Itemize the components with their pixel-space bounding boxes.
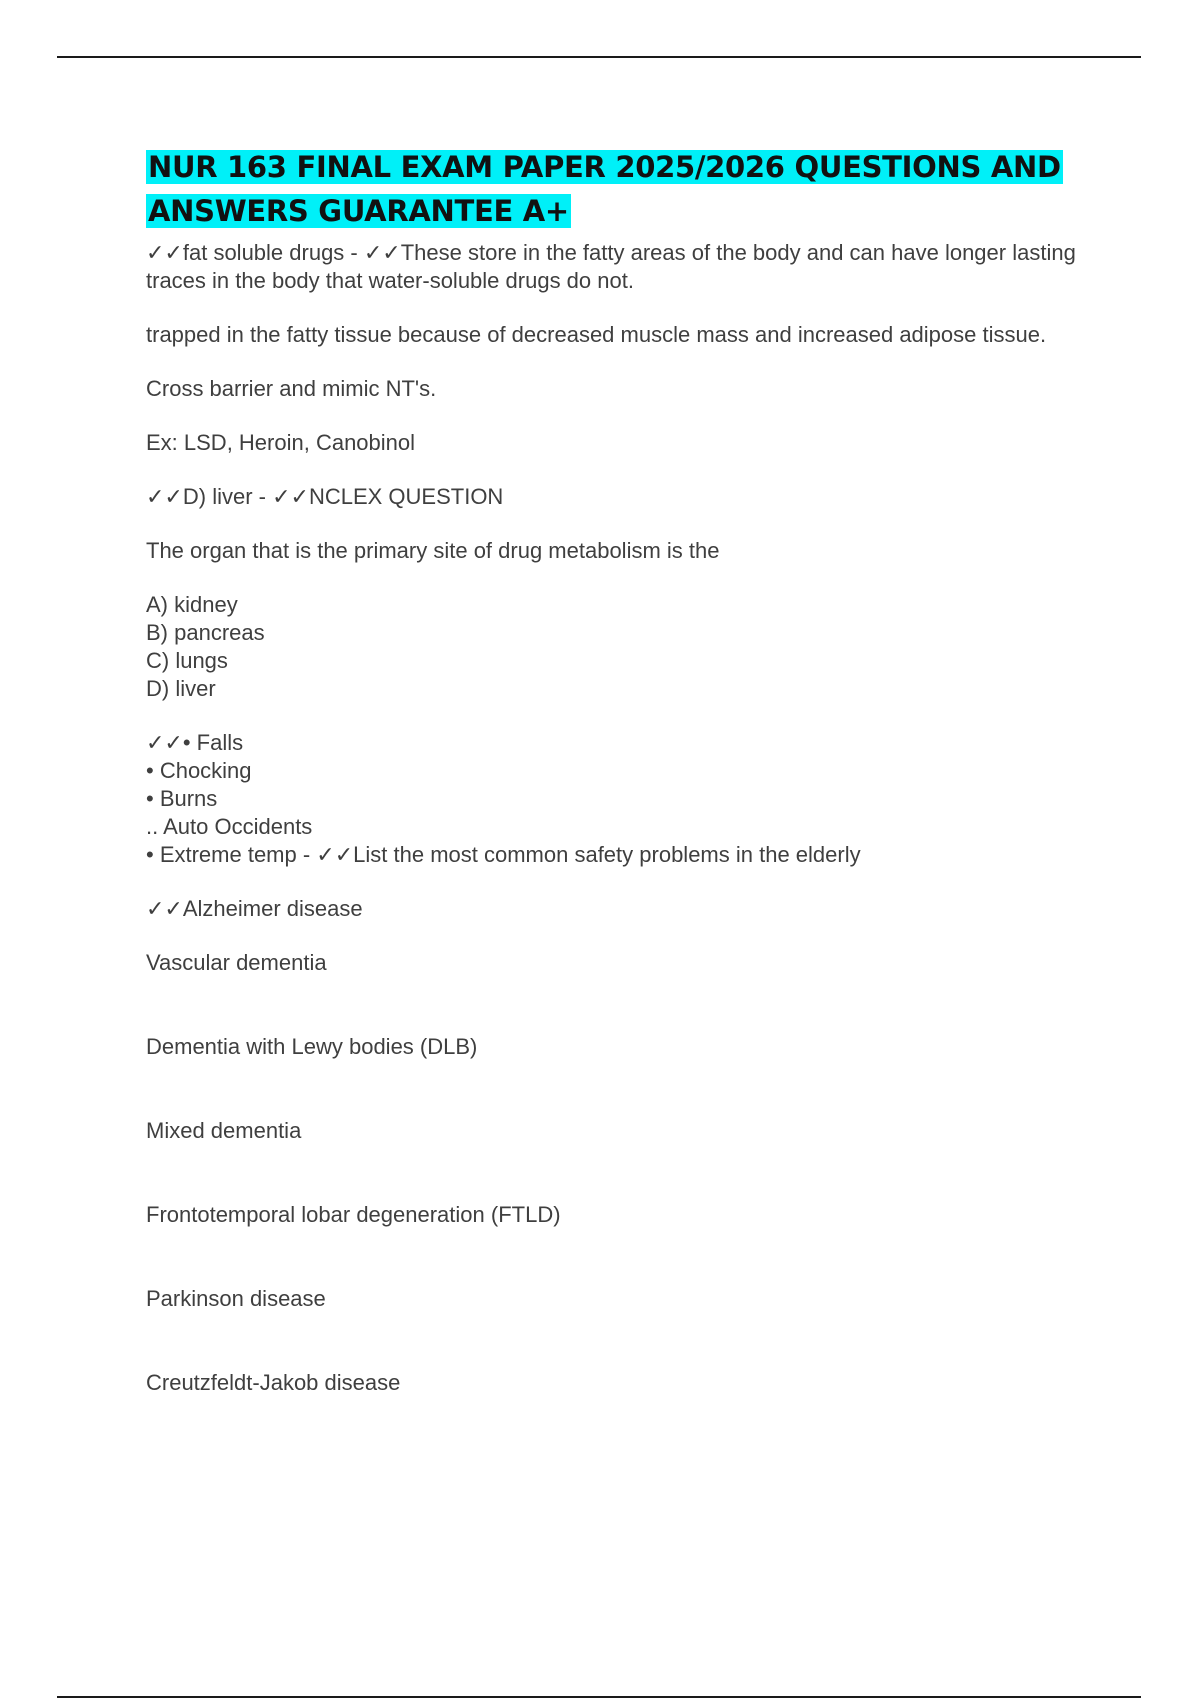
safety-item: • Burns (146, 786, 218, 811)
answer-liver-nclex: ✓✓D) liver - ✓✓NCLEX QUESTION (146, 484, 504, 509)
dementia-type: Dementia with Lewy bodies (DLB) (146, 1034, 478, 1059)
answer-fat-soluble-drugs: ✓✓fat soluble drugs - ✓✓These store in the fatty areas of the body and can have longer lasting traces in the body that water-soluble drugs do not. (146, 240, 1076, 293)
paragraph-examples: Ex: LSD, Heroin, Canobinol (146, 430, 416, 455)
option-item: B) pancreas (146, 620, 265, 645)
safety-item: .. Auto Occidents (146, 814, 313, 839)
document-title (146, 145, 1086, 233)
dementia-type: Creutzfeldt-Jakob disease (146, 1370, 401, 1395)
header-rule (57, 56, 1141, 58)
dementia-type: Mixed dementia (146, 1118, 302, 1143)
title-highlight: NUR 163 FINAL EXAM PAPER 2025/2026 QUESTIONS AND ANSWERS GUARANTEE A+ (148, 150, 1061, 228)
dementia-type: ✓✓Alzheimer disease (146, 896, 363, 921)
safety-item: • Chocking (146, 758, 252, 783)
paragraph-cross-barrier: Cross barrier and mimic NT's. (146, 376, 437, 401)
paragraph-fatty-tissue: trapped in the fatty tissue because of decreased muscle mass and increased adipose tissue. (146, 322, 1047, 347)
dementia-type: Frontotemporal lobar degeneration (FTLD) (146, 1202, 561, 1227)
document-body (146, 145, 1086, 1397)
safety-item: ✓✓• Falls (146, 730, 244, 755)
safety-item: • Extreme temp - ✓✓List the most common safety problems in the elderly (146, 842, 861, 867)
dementia-type: Vascular dementia (146, 950, 327, 975)
dementia-type: Parkinson disease (146, 1286, 326, 1311)
options-list (146, 591, 1086, 703)
footer-rule (57, 1696, 1141, 1698)
option-item: D) liver (146, 676, 216, 701)
option-item: A) kidney (146, 592, 238, 617)
question-drug-metabolism: The organ that is the primary site of drug metabolism is the (146, 538, 720, 563)
option-item: C) lungs (146, 648, 228, 673)
safety-problems-list (146, 729, 1086, 869)
